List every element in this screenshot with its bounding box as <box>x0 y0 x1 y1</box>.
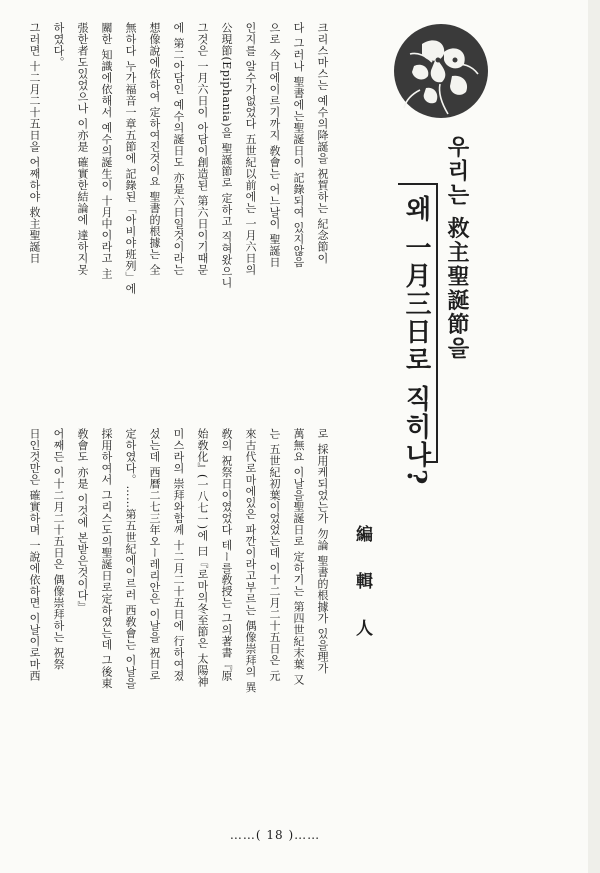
text-column: 미스라의 崇拜와함께 十二月二十五日에 行하여졌 <box>172 428 185 682</box>
text-column: 萬無요 이날을聖誕日로 定하기는 第四世紀末葉 又 <box>292 428 305 686</box>
text-column: 어째든 이十二月二十五日은 偶像崇拜하는 祝祭 <box>52 428 65 670</box>
title-bracket <box>436 183 438 463</box>
text-column: 인지를 알수가없었다 五世紀以前에는 一月六日의 <box>244 22 257 276</box>
author-byline: 編輯人 <box>352 525 372 666</box>
text-column: 하였다。 <box>52 22 65 68</box>
flower-emblem-icon <box>392 22 490 120</box>
text-column: 敎會도 亦是 이것에 본받은것이다』 <box>76 428 89 613</box>
text-column: 想像說에依하여 定하여진것이요 聖書的根據는 全 <box>148 22 161 276</box>
page-number: ……( 18 )…… <box>229 828 321 842</box>
text-column: 始敎化』(一八七一)에 曰『로마의冬至節은 太陽神 <box>196 428 209 688</box>
text-column: 로 採用케되었는가 勿論 聖書的根據가 있을理가 <box>316 428 329 674</box>
text-column: 그것은 一月六日이 아담이創造된 第六日이기때문 <box>196 22 209 276</box>
text-column: 으로 今日에이르기까지 敎會는 어느날이 聖誕日 <box>268 22 281 268</box>
text-column: 採用하여서 그리스도의聖誕日로定하였는데 그後東 <box>100 428 113 689</box>
text-column: 關한 知識에依해서 예수의誕生이 十月中이라고 主 <box>100 22 113 280</box>
text-column: 敎의 祝祭日이였었다 테ー를敎授는 그의著書『原 <box>220 428 233 682</box>
text-column: 定하였다。……第五世紀에이르러 西敎會는 이날을 <box>124 428 137 689</box>
text-column: 는 五世紀初葉이었었는데 이十二月二十五日은 元 <box>268 428 281 682</box>
text-column: 크리스마스는 예수의降誕을 祝賀하는 紀念節이 <box>316 22 329 264</box>
text-column: 섰는데 西曆二七三年오ー레리안은 이날을 祝日로 <box>148 428 161 682</box>
page-edge <box>588 0 600 873</box>
title-bracket <box>398 183 438 185</box>
text-column: 다 그러나 聖書에는聖誕日이 記錄되여 있지않음 <box>292 22 305 268</box>
text-column: 그러면 十二月二十五日을 어째하야 救主聖誕日 <box>28 22 41 264</box>
text-column: 에 第二아담인 예수의誕日도 亦是六日일것이라는 <box>172 22 185 276</box>
text-column: 日인것만은 確實하며 一說에依하면 이날이로마西 <box>28 428 41 682</box>
text-column: 張한者도있었으나 이亦是 確實한結論에 達하지못 <box>76 22 89 276</box>
text-column: 無하다 누가福音一章五節에 記錄된「아비야班列」에 <box>124 22 137 295</box>
text-column: 公現節(Epiphania)을 聖誕節로 定하고 직혀왔으니 <box>220 22 233 289</box>
title-line-1: 우리는 救主聖誕節을 <box>444 135 470 361</box>
text-column: 來古代로마에있은 파깐이라고부르는 偶像崇拜의 異 <box>244 428 257 693</box>
title-line-2: 왜 一月三日로 직히나? <box>401 195 431 487</box>
